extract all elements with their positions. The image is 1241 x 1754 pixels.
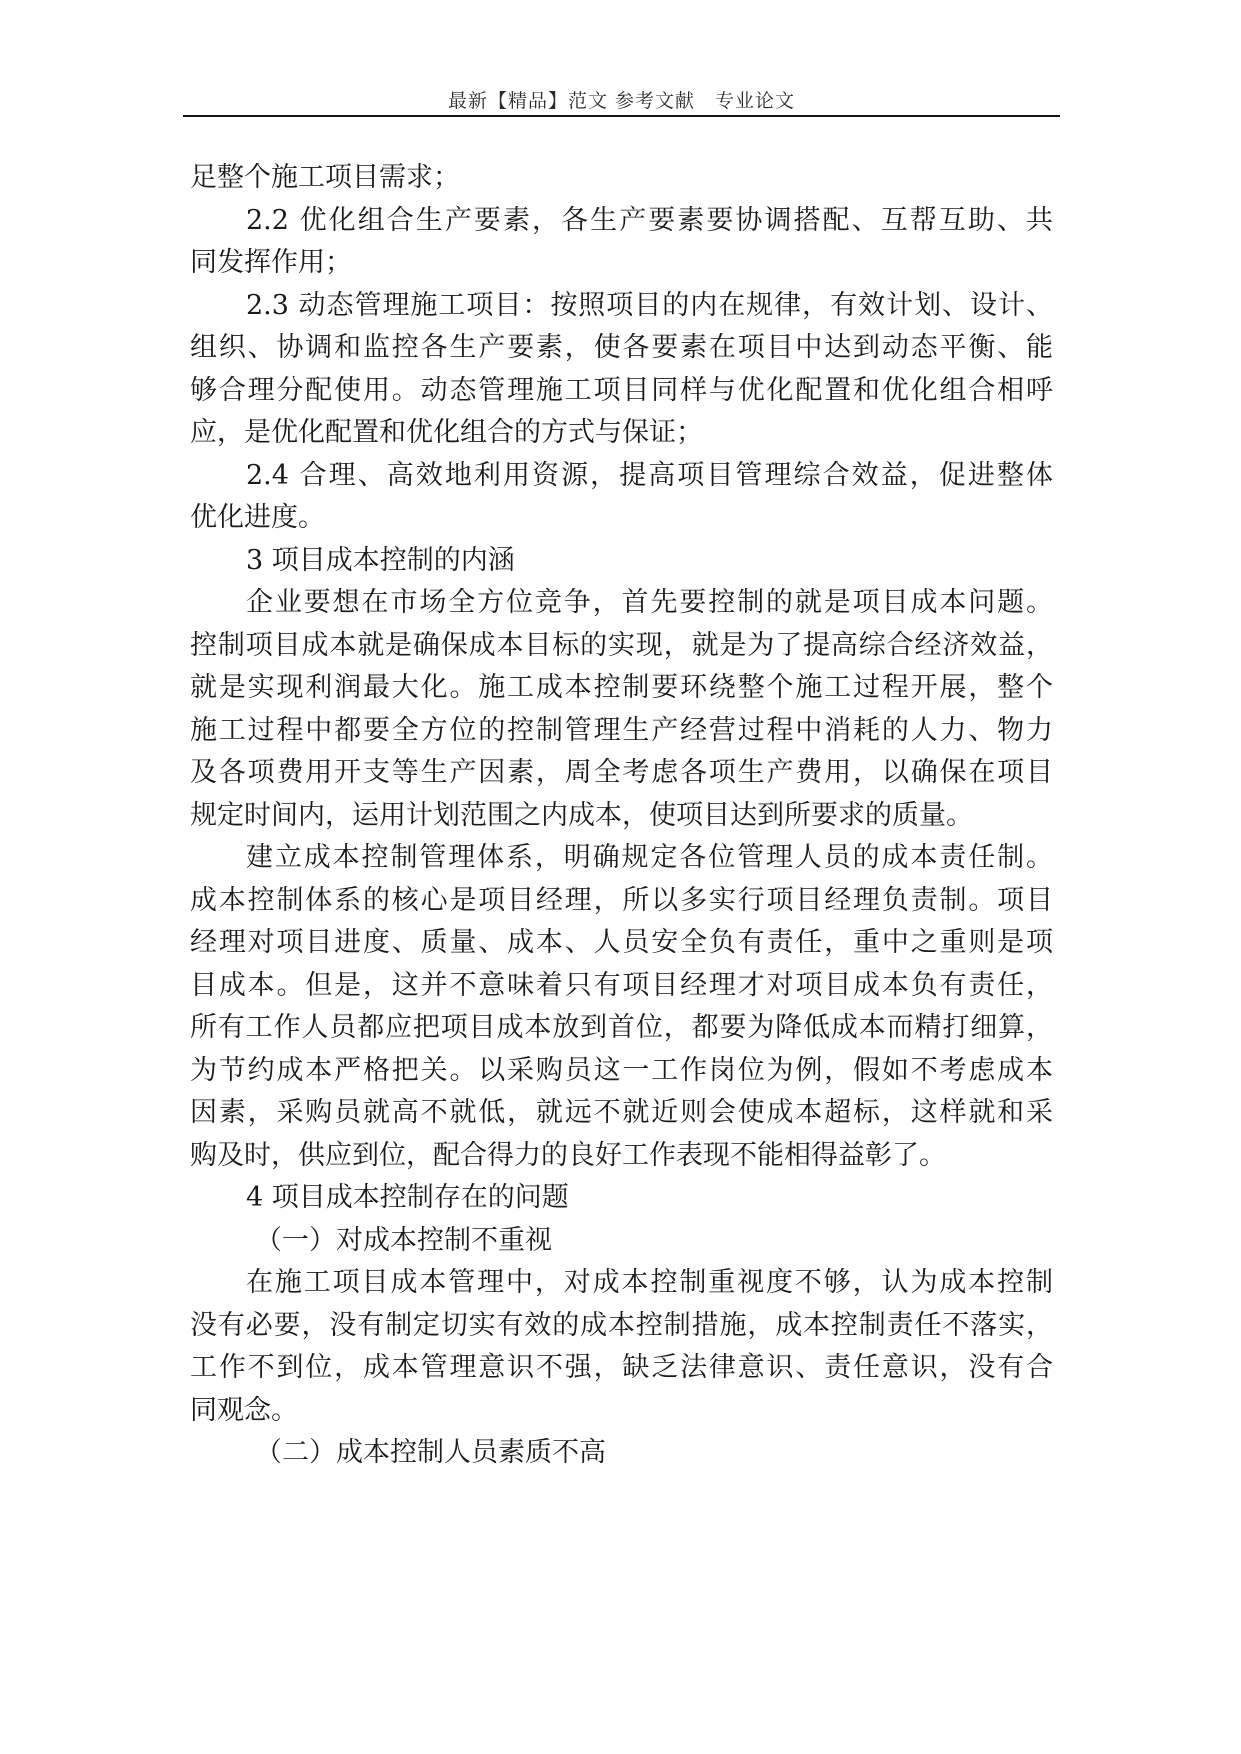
text-line: 经理对项目进度、质量、成本、人员安全负有责任，重中之重则是项	[190, 927, 1053, 958]
text-line: 在施工项目成本管理中，对成本控制重视度不够，认为成本控制	[246, 1267, 1053, 1298]
text-line: 购及时，供应到位，配合得力的良好工作表现不能相得益彰了。	[190, 1139, 946, 1171]
text-line: 规定时间内，运用计划范围之内成本，使项目达到所要求的质量。	[190, 799, 973, 831]
text-line: 建立成本控制管理体系，明确规定各位管理人员的成本责任制。	[246, 842, 1053, 873]
text-line: 同发挥作用；	[190, 247, 352, 278]
document-body	[190, 157, 1053, 1475]
text-line: 目成本。但是，这并不意味着只有项目经理才对项目成本负有责任，	[190, 969, 1053, 1001]
text-line: 及各项费用开支等生产因素，周全考虑各项生产费用，以确保在项目	[190, 757, 1053, 788]
section-heading: 3 项目成本控制的内涵	[246, 544, 515, 576]
text-line: 企业要想在市场全方位竞争，首先要控制的就是项目成本问题。	[246, 587, 1053, 618]
text-line: 为节约成本严格把关。以采购员这一工作岗位为例，假如不考虑成本	[190, 1054, 1053, 1086]
text-line: 优化进度。	[190, 502, 325, 533]
text-line: 没有必要，没有制定切实有效的成本控制措施，成本控制责任不落实，	[190, 1309, 1053, 1341]
text-line: 组织、协调和监控各生产要素，使各要素在项目中达到动态平衡、能	[190, 332, 1053, 363]
text-line: 够合理分配使用。动态管理施工项目同样与优化配置和优化组合相呼	[190, 374, 1053, 406]
text-line: 因素，采购员就高不就低，就远不就近则会使成本超标，这样就和采	[190, 1097, 1053, 1128]
running-header: 最新【精品】范文 参考文献 专业论文	[447, 90, 796, 112]
section-heading: 4 项目成本控制存在的问题	[246, 1182, 569, 1213]
text-line: 控制项目成本就是确保成本目标的实现，就是为了提高综合经济效益，	[190, 629, 1053, 661]
text-line: 成本控制体系的核心是项目经理，所以多实行项目经理负责制。项目	[190, 884, 1053, 916]
text-line: 工作不到位，成本管理意识不强，缺乏法律意识、责任意识，没有合	[190, 1352, 1053, 1383]
text-line: 2.2 优化组合生产要素，各生产要素要协调搭配、互帮互助、共	[246, 204, 1053, 236]
text-line: 足整个施工项目需求；	[190, 162, 460, 193]
subsection-heading: （二）成本控制人员素质不高	[255, 1437, 606, 1468]
text-line: 同观念。	[190, 1394, 298, 1426]
text-line: 应，是优化配置和优化组合的方式与保证；	[190, 417, 703, 448]
text-line: 就是实现利润最大化。施工成本控制要环绕整个施工过程开展，整个	[190, 672, 1053, 703]
header-divider	[183, 115, 1060, 117]
text-line: 施工过程中都要全方位的控制管理生产经营过程中消耗的人力、物力	[190, 714, 1053, 746]
subsection-heading: （一）对成本控制不重视	[255, 1224, 552, 1256]
text-line: 2.4 合理、高效地利用资源，提高项目管理综合效益，促进整体	[246, 459, 1053, 491]
text-line: 2.3 动态管理施工项目：按照项目的内在规律，有效计划、设计、	[246, 289, 1053, 321]
text-line: 所有工作人员都应把项目成本放到首位，都要为降低成本而精打细算，	[190, 1012, 1053, 1043]
